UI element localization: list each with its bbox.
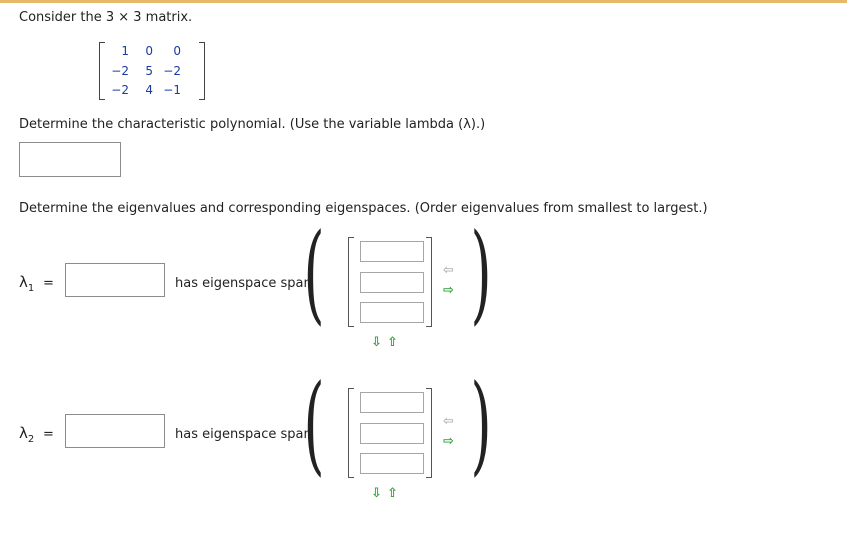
char-poly-prompt: Determine the characteristic polynomial. (Use the variable lambda (λ).) [19, 117, 486, 132]
matrix-cell: −2 [111, 64, 129, 78]
matrix-cell: 1 [121, 44, 129, 58]
equals-sign: = [43, 276, 54, 291]
matrix-left-bracket [99, 42, 105, 100]
arrow-left-icon[interactable]: ⇦ [443, 414, 454, 429]
right-paren: ) [470, 211, 492, 336]
arrow-up-icon[interactable]: ⇧ [387, 335, 398, 350]
lambda-symbol: λ [19, 273, 28, 291]
eigenspace-span-label: has eigenspace span [175, 276, 312, 291]
matrix-cell: −2 [163, 64, 181, 78]
vector-right-bracket [426, 388, 432, 478]
intro-text: Consider the 3 × 3 matrix. [19, 10, 193, 25]
right-paren: ) [470, 362, 492, 487]
eigenvector-2-entry-2[interactable] [360, 423, 424, 444]
arrow-right-icon[interactable]: ⇨ [443, 283, 454, 298]
vector-left-bracket [348, 237, 354, 327]
matrix-cell: 0 [173, 44, 181, 58]
eigen-prompt: Determine the eigenvalues and corresponding eigenspaces. (Order eigenvalues from smallest to largest.) [19, 201, 708, 216]
eigenvector-1-entry-1[interactable] [360, 241, 424, 262]
arrow-left-icon[interactable]: ⇦ [443, 263, 454, 278]
eigenvector-1-entry-2[interactable] [360, 272, 424, 293]
eigenvalue-1-input[interactable] [65, 263, 165, 297]
arrow-down-icon[interactable]: ⇩ [371, 486, 382, 501]
arrow-up-icon[interactable]: ⇧ [387, 486, 398, 501]
vector-right-bracket [426, 237, 432, 327]
arrow-down-icon[interactable]: ⇩ [371, 335, 382, 350]
eigenvector-2-entry-3[interactable] [360, 453, 424, 474]
matrix-right-bracket [199, 42, 205, 100]
lambda-1-label [19, 273, 34, 294]
lambda-subscript: 2 [27, 434, 35, 445]
matrix-cell: −1 [163, 83, 181, 97]
top-border [0, 0, 847, 3]
lambda-symbol: λ [19, 424, 28, 442]
eigenvector-2-entry-1[interactable] [360, 392, 424, 413]
matrix-cell: −2 [111, 83, 129, 97]
eigenspace-span-label: has eigenspace span [175, 427, 312, 442]
eigenvector-1-entry-3[interactable] [360, 302, 424, 323]
matrix-cell: 4 [145, 83, 153, 97]
char-poly-input[interactable] [19, 142, 121, 177]
arrow-right-icon[interactable]: ⇨ [443, 434, 454, 449]
matrix-cell: 0 [145, 44, 153, 58]
matrix-cell: 5 [145, 64, 153, 78]
left-paren: ( [303, 211, 325, 336]
lambda-subscript: 1 [27, 283, 35, 294]
eigenvalue-2-input[interactable] [65, 414, 165, 448]
equals-sign: = [43, 427, 54, 442]
given-matrix [99, 42, 205, 98]
lambda-2-label [19, 424, 34, 445]
left-paren: ( [303, 362, 325, 487]
vector-left-bracket [348, 388, 354, 478]
